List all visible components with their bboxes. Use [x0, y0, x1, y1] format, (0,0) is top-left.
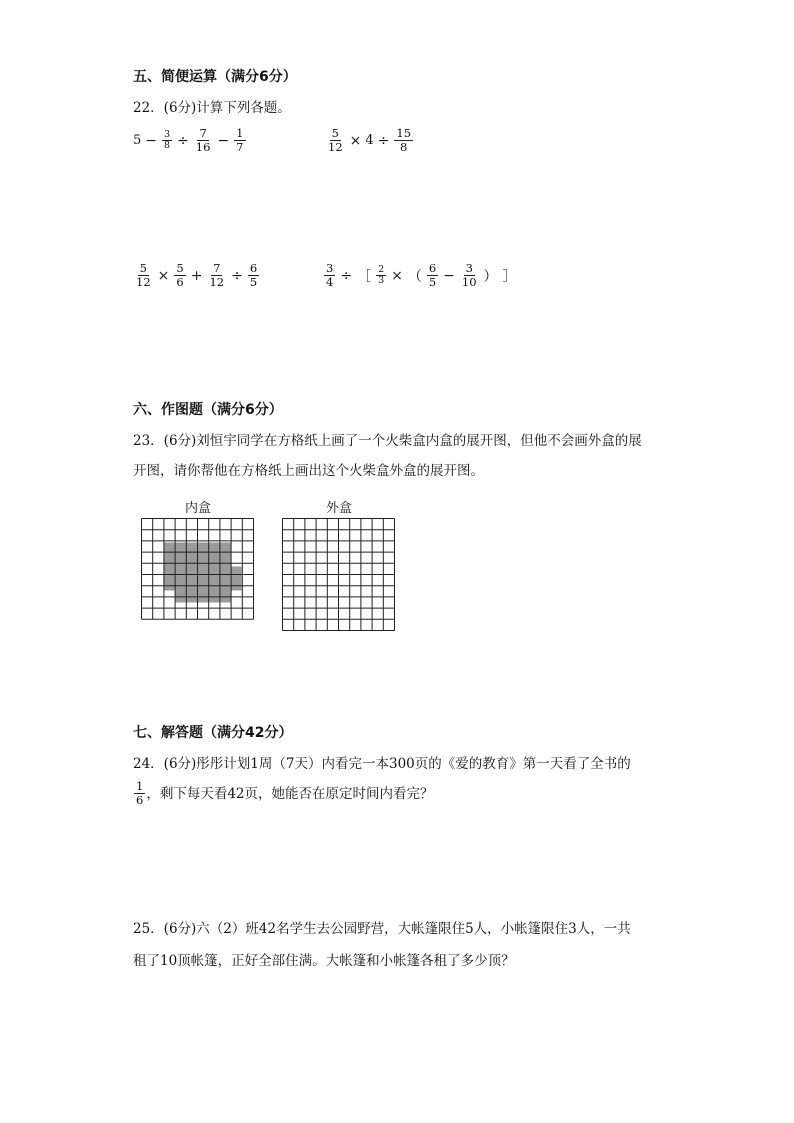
- fraction: $\frac{2}{3}$: [378, 264, 385, 286]
- fraction: $\frac{1}{6}$: [136, 779, 144, 807]
- operator: +: [190, 267, 203, 284]
- q22-expression-1: [133, 127, 247, 154]
- right-bracket: ］: [502, 268, 517, 285]
- operator: ÷: [231, 267, 243, 284]
- q22-expression-2: [325, 127, 414, 154]
- fraction: $\frac{6}{5}$: [428, 261, 437, 289]
- operator: ×: [349, 132, 362, 149]
- left-paren: （: [407, 268, 422, 285]
- q25-line-1: 25．(6分)六（2）班42名学生去公园野营，大帐篷限住5人，小帐篷限住3人，一共: [133, 921, 631, 937]
- fraction: $\frac{3}{10}$: [461, 261, 477, 289]
- q23-line-2: 开图，请你帮他在方格纸上画出这个火柴盒外盒的展开图。: [133, 463, 484, 479]
- fraction: $\frac{15}{8}$: [396, 126, 412, 154]
- inner-box-grid: [141, 518, 255, 628]
- section-7-title: 七、解答题（满分42分）: [133, 725, 293, 741]
- operator: −: [443, 267, 455, 284]
- outer-box-grid[interactable]: [282, 518, 396, 640]
- fraction: $\frac{7}{12}$: [209, 261, 225, 289]
- fraction: $\frac{6}{5}$: [249, 261, 258, 289]
- operator: −: [145, 132, 158, 149]
- section-6-title: 六、作图题（满分6分）: [133, 402, 283, 418]
- fraction: $\frac{3}{8}$: [164, 129, 171, 151]
- operator: ÷: [377, 132, 390, 149]
- q23-line-1: 23．(6分)刘恒宇同学在方格纸上画了一个火柴盒内盒的展开图，但他不会画外盒的展: [133, 433, 642, 449]
- q24-line-2-text: ，剩下每天看42页，她能否在原定时间内看完？: [146, 785, 434, 802]
- fraction: $\frac{5}{6}$: [176, 261, 184, 289]
- operator: ÷: [177, 132, 189, 149]
- fraction: $\frac{7}{16}$: [195, 126, 211, 154]
- inner-box-label: 内盒: [184, 501, 211, 516]
- q24-line-2: [133, 780, 434, 807]
- q22-expression-3: [133, 262, 260, 289]
- q22-expression-4: [323, 262, 518, 289]
- fraction: $\frac{5}{12}$: [136, 261, 151, 289]
- number: 5: [133, 133, 142, 148]
- operator: ÷: [340, 267, 353, 284]
- q25-line-2: 租了10顶帐篷，正好全部住满。大帐篷和小帐篷各租了多少顶？: [133, 953, 515, 969]
- right-paren: ）: [483, 268, 498, 285]
- operator: −: [217, 132, 230, 149]
- q24-line-1: 24．(6分)彤彤计划1周（7天）内看完一本300页的《爱的教育》第一天看了全书的: [133, 756, 631, 772]
- operator: ×: [157, 267, 170, 284]
- section-5-title: 五、简便运算（满分6分）: [133, 69, 297, 85]
- fraction: $\frac{3}{4}$: [326, 261, 334, 289]
- left-bracket: ［: [357, 268, 372, 285]
- outer-box-label: 外盒: [325, 501, 352, 516]
- operator: ×: [391, 267, 403, 284]
- q22-stem: 22．(6分)计算下列各题。: [133, 100, 291, 116]
- fraction: $\frac{5}{12}$: [328, 126, 343, 154]
- number: 4: [365, 133, 374, 148]
- fraction: $\frac{1}{7}$: [236, 126, 244, 154]
